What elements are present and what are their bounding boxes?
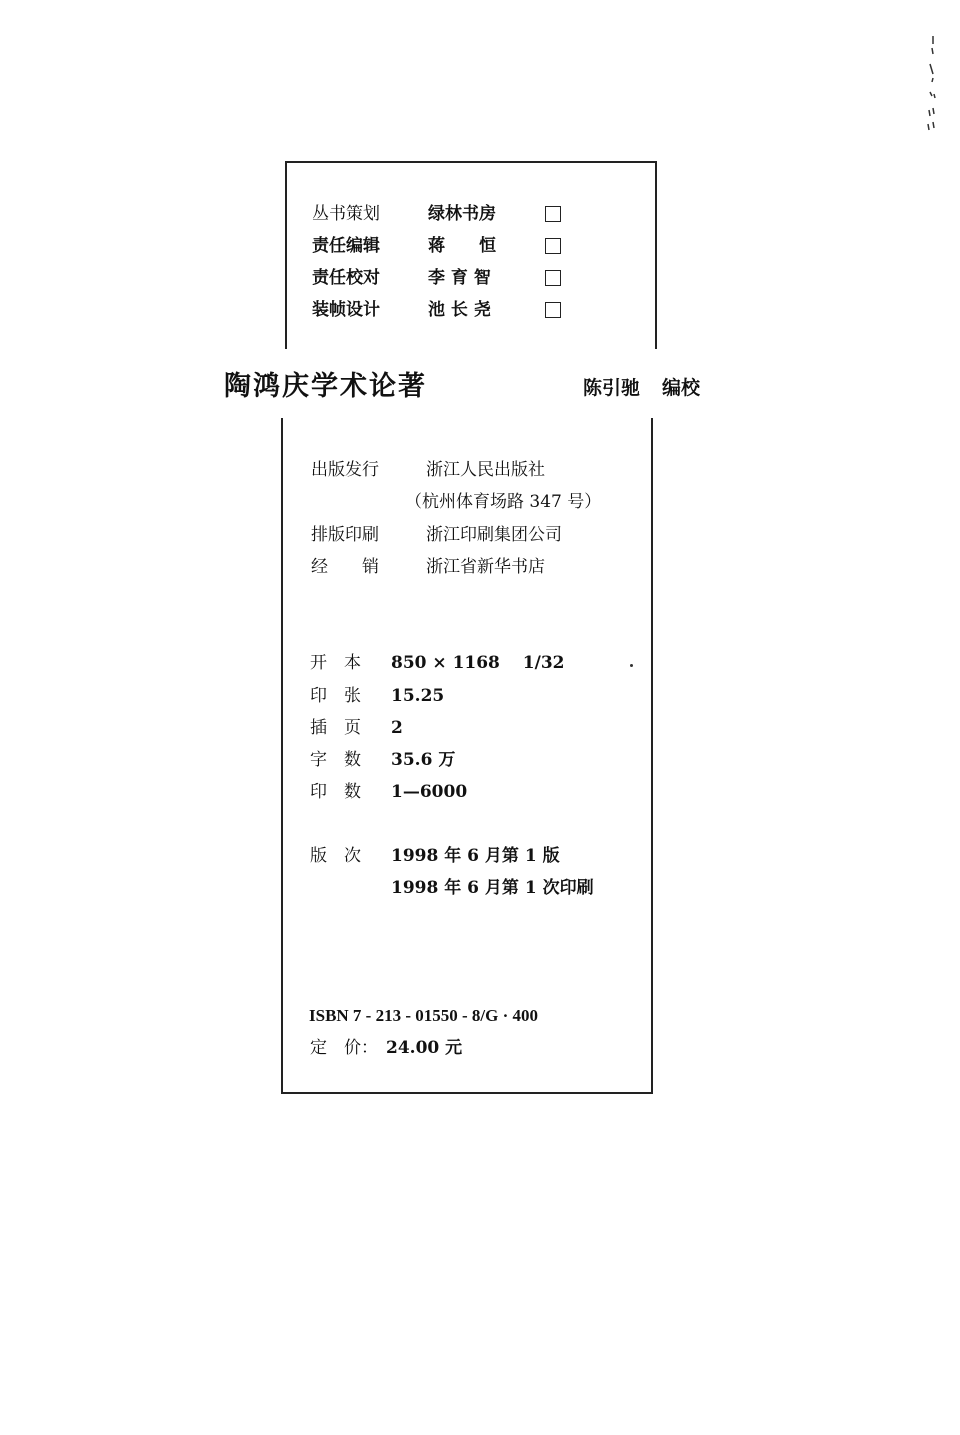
spec-value-print-run: 1—6000 [391,782,468,802]
credit-role-editor: 责任编辑 [312,236,380,256]
scan-artifact [924,34,938,134]
spec-label-format: 开 本 [310,653,361,673]
frame-top-border [285,161,657,163]
book-editor [583,376,700,400]
publishing-label-distributor: 经 销 [311,557,379,577]
publishing-label-printer: 排版印刷 [311,525,379,545]
spec-value-format: 850 × 1168 1/32 [391,653,565,673]
spec-label-word-count: 字 数 [310,750,361,770]
credit-role-designer: 装帧设计 [312,300,380,320]
publishing-value-publisher: 浙江人民出版社 [426,460,545,480]
editor-role: 编校 [662,377,701,399]
edition-line-1: 1998 年 6 月第 1 版 [391,846,560,866]
credit-name-proofreader: 李 育 智 [428,268,491,288]
checkbox-designer [545,302,561,318]
frame-left-lower-border [281,418,283,1094]
frame-left-upper-border [285,161,287,349]
checkbox-editor [545,238,561,254]
edition-label: 版 次 [310,846,361,866]
credit-role-series-planning: 丛书策划 [312,204,380,224]
price-value: 24.00 元 [386,1038,463,1058]
spec-value-inserts: 2 [391,718,403,738]
spec-label-inserts: 插 页 [310,718,361,738]
publishing-value-printer: 浙江印刷集团公司 [426,525,562,545]
stray-dot [630,664,633,667]
frame-bottom-border [281,1092,653,1094]
frame-right-lower-border [651,418,653,1094]
credit-name-designer: 池 长 尧 [428,300,491,320]
spec-label-sheets: 印 张 [310,686,361,706]
edition-line-2: 1998 年 6 月第 1 次印刷 [391,878,594,898]
publishing-value-distributor: 浙江省新华书店 [426,557,545,577]
book-title: 陶鸿庆学术论著 [224,371,427,402]
editor-name: 陈引驰 [583,377,641,399]
price-label: 定 价： [310,1038,378,1058]
publishing-address: （杭州体育场路 347 号） [405,492,602,512]
spec-value-sheets: 15.25 [391,686,445,706]
credit-role-proofreader: 责任校对 [312,268,380,288]
frame-right-upper-border [655,161,657,349]
publishing-label-publisher: 出版发行 [311,460,379,480]
spec-value-word-count: 35.6 万 [391,750,456,770]
credit-name-series-planning: 绿林书房 [428,204,496,224]
isbn: ISBN 7 - 213 - 01550 - 8/G · 400 [309,1006,539,1025]
credit-name-editor: 蒋 恒 [428,236,496,256]
spec-label-print-run: 印 数 [310,782,361,802]
checkbox-series-planning [545,206,561,222]
checkbox-proofreader [545,270,561,286]
